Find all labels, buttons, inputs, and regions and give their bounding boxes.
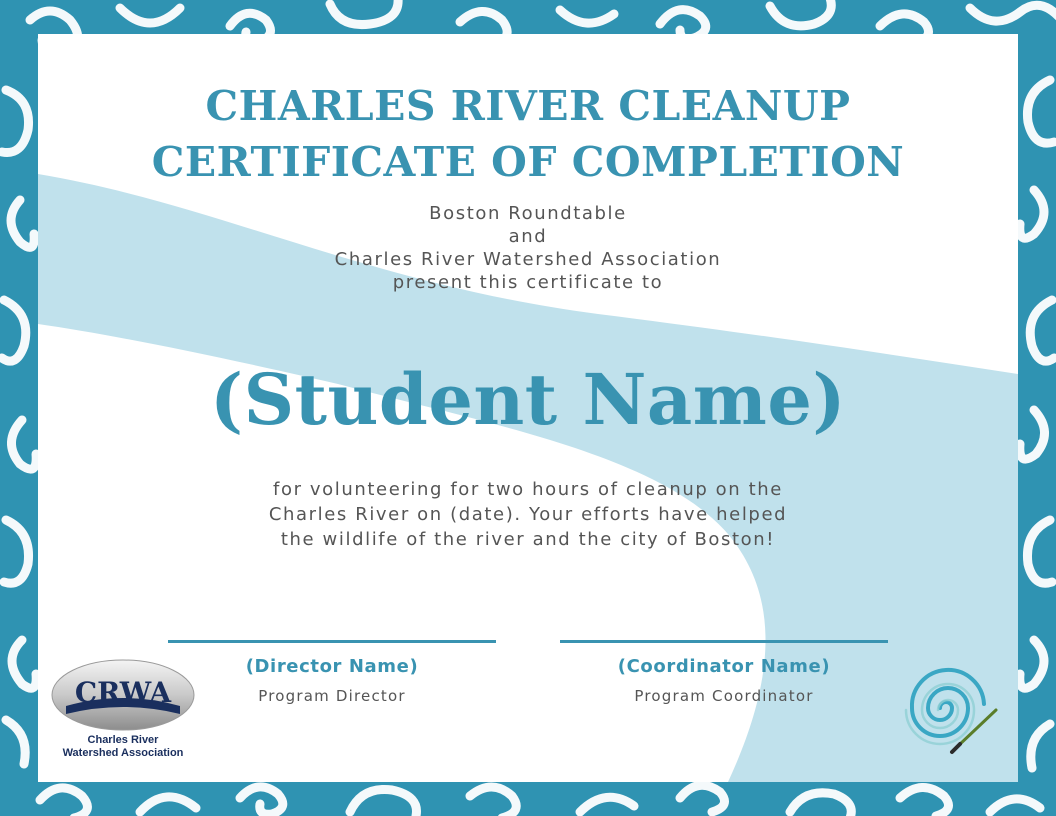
presenter-line: Charles River Watershed Association: [334, 249, 722, 270]
coordinator-name: (Coordinator Name): [617, 656, 831, 677]
reason-line: for volunteering for two hours of cleanup on the: [273, 479, 783, 500]
crwa-logo: [48, 658, 198, 768]
crwa-caption-line1: Charles River: [87, 734, 159, 746]
director-name: (Director Name): [245, 656, 419, 677]
coordinator-role: Program Coordinator: [634, 687, 814, 705]
crwa-caption: [48, 734, 198, 760]
coordinator-signature-line: [560, 640, 888, 643]
certificate-panel: [38, 34, 1018, 782]
presenter-line: and: [508, 226, 548, 247]
blue-swirl-paintbrush-icon: [888, 650, 1008, 762]
presenter-line: present this certificate to: [392, 272, 664, 293]
crwa-abbreviation: CRWA: [74, 676, 172, 709]
recipient-name: (Student Name): [209, 358, 847, 441]
reason-line: the wildlife of the river and the city of Boston!: [280, 529, 776, 550]
reason-line: Charles River on (date). Your efforts have helped: [268, 504, 788, 525]
certificate-title-line2: CERTIFICATE OF COMPLETION: [151, 138, 905, 186]
presenter-line: Boston Roundtable: [429, 203, 627, 224]
director-role: Program Director: [258, 687, 406, 705]
director-signature-line: [168, 640, 496, 643]
crwa-logo-icon: [48, 658, 198, 734]
certificate-title-line1: CHARLES RIVER CLEANUP: [205, 82, 851, 130]
crwa-caption-line2: Watershed Association: [62, 747, 184, 759]
